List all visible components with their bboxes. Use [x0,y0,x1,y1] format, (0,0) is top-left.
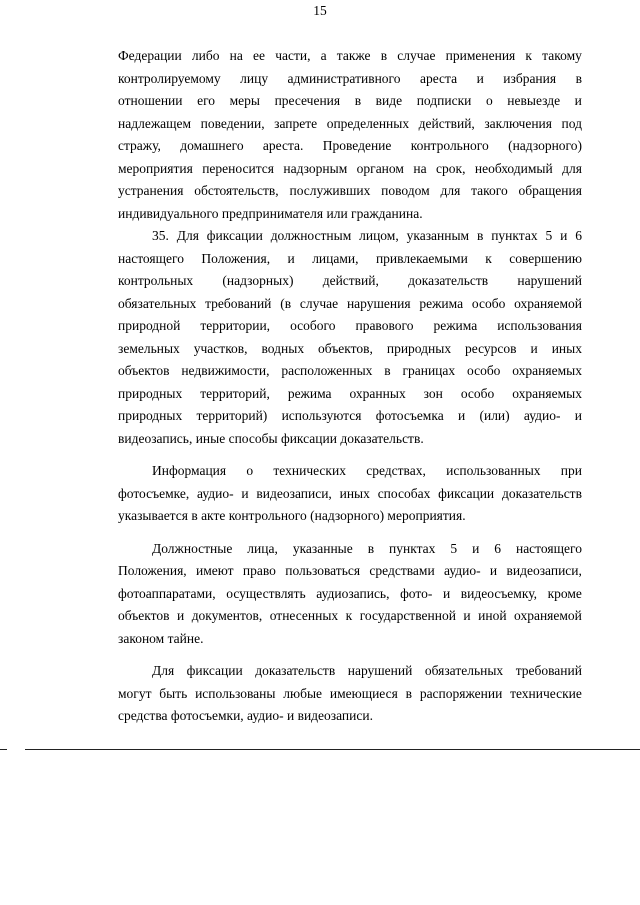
word: заключения [484,115,552,131]
text-line [118,158,582,181]
word: Информация [152,463,227,478]
word: фотоаппаратами, [118,585,216,601]
word: случае [397,48,436,63]
word: 6 [494,540,502,556]
word: особого [290,318,336,333]
word: лицом, [359,228,399,243]
text-line [118,225,582,248]
text-line [118,628,582,651]
word: надлежащем [118,115,192,131]
document-body [118,45,582,728]
word: особо [471,295,506,311]
word: и [472,540,480,556]
word: стражу, [118,138,161,153]
word: поводом [381,183,430,198]
word: и [489,563,498,578]
word: и [574,408,582,423]
line-text: средства фотосъемки, аудио- и видеозаписи. [118,708,373,723]
text-line [118,660,582,683]
word: объектов [118,608,170,623]
word: использования [497,318,582,333]
word: срок, [436,160,466,176]
word: избрания [503,70,557,86]
word: имеющиеся [329,685,398,701]
word: правового [355,318,414,333]
word: в [476,228,484,243]
word: для [562,160,582,176]
word: лицу [240,70,269,86]
text-line [118,293,582,316]
word: о [485,93,493,108]
word: видеозаписи, [506,563,582,578]
word: (в [280,295,292,311]
word: также [336,48,371,63]
word: виде [375,93,403,108]
word: пресечения [274,93,341,108]
paragraph-evidence-means [118,660,582,728]
word: переносится [202,160,274,176]
text-line [118,605,582,628]
word: лица, [247,540,278,556]
word: и [241,485,249,501]
word: контролируемому [118,70,221,86]
word: требований [515,663,582,678]
word: в [575,70,582,86]
word: необходимый [474,160,553,176]
word: обязательных [118,295,197,311]
word: распоряжении [419,685,503,701]
word: и [560,228,568,243]
word: ареста. [262,138,304,153]
paragraph-continuation [118,45,582,225]
text-line [118,90,582,113]
word: охранных [349,385,406,401]
word: (надзорных) [222,273,294,288]
word: действий, [322,273,379,288]
word: и [176,608,185,623]
word: части, [275,48,311,63]
word: органом [356,160,404,176]
word: могут [118,685,152,701]
word: обязательных [424,663,504,678]
word: аудио- [444,563,481,578]
word: режима [433,318,478,333]
word: технические [510,685,582,701]
word: быть [159,685,188,701]
word: доказательств [408,273,489,288]
word: и [463,608,471,623]
word: охраняемой [514,608,582,623]
word: право [242,563,276,578]
word: настоящего [515,540,582,556]
word: либо [191,48,220,63]
word: доказательств [501,485,582,501]
word: к [525,48,532,63]
word: доказательств [255,663,336,678]
word: аудио- [197,485,234,501]
word: природных [118,385,183,401]
word: использованы [195,685,276,701]
word: Федерации [118,48,182,63]
text-line [118,705,582,728]
word: административного [287,70,401,86]
paragraph-technical-means [118,460,582,528]
word: иной [478,608,507,623]
text-line [118,315,582,338]
word: аудио- [523,408,561,423]
word: земельных [118,340,180,356]
word: запрете [274,115,318,131]
word: объектов, [318,340,373,356]
word: такого [471,183,508,198]
word: случае [299,295,339,311]
word: для [440,183,461,198]
word: 5 [545,228,553,243]
word: и [574,93,582,108]
word: Для [152,663,175,678]
word: территории, [200,318,271,333]
word: нарушений [517,273,582,288]
text-line [118,505,582,528]
word: территорий, [200,385,270,401]
word: пунктах [389,540,436,556]
word: территорий) [196,408,268,423]
word: водных [261,340,305,356]
word: отнесенных [269,608,339,623]
word: технических [273,463,346,478]
word: пунктах [491,228,538,243]
word: Положения, [201,250,271,266]
word: невыезде [507,93,561,108]
text-line [118,483,582,506]
text-line [118,180,582,203]
word: границах [402,363,456,378]
word: природных [386,340,452,356]
word: надзорным [283,160,348,176]
text-line [118,45,582,68]
word: кроме [547,585,582,601]
word: охраняемых [512,385,582,401]
text-line [118,135,582,158]
word: Положения, [118,563,187,578]
word: указанным [406,228,470,243]
text-line [118,270,582,293]
word: на [229,48,243,63]
word: фиксации [438,485,495,501]
word: используются [281,408,362,423]
text-line [118,683,582,706]
word: в [384,363,391,378]
word: настоящего [118,250,184,266]
word: фиксации [206,228,263,243]
word: фотосъемка [375,408,444,423]
word: государственной [359,608,456,623]
word: 35. [152,228,169,243]
word: осуществлять [226,585,306,601]
word: контрольных [118,273,194,288]
word: и [476,70,484,86]
word: расположенных [281,363,373,378]
paragraph-35 [118,225,582,450]
word: отношении [118,93,183,108]
word: документов, [191,608,263,623]
word: определенных [326,115,410,131]
word: нарушений [347,663,413,678]
word: к [345,608,353,623]
word: к [485,250,492,266]
word: фиксации [186,663,243,678]
word: ресурсов [465,340,517,356]
word: охраняемых [512,363,582,378]
word: послуживших [289,183,371,198]
horizontal-rule [0,749,640,750]
word: природной [118,318,181,333]
rule-gap [7,747,25,752]
word: участков, [193,340,248,356]
word: в [354,93,362,108]
word: нарушения [346,295,411,311]
word: применения [445,48,516,63]
word: контрольного [410,138,489,153]
word: и [442,585,451,601]
word: а [320,48,327,63]
word: охраняемой [514,295,582,311]
word: обращения [518,183,582,198]
word: его [197,93,216,108]
word: видеосъемку, [460,585,537,601]
text-line [118,583,582,606]
text-line [118,360,582,383]
word: в [380,48,388,63]
text-line [118,68,582,91]
word: режима [419,295,464,311]
word: должностным [270,228,352,243]
word: Должностные [152,540,233,556]
word: в [367,540,375,556]
text-line [118,113,582,136]
text-line [118,383,582,406]
text-line [118,248,582,271]
word: особо [460,385,495,401]
word: указанные [292,540,353,556]
word: средствами [369,563,435,578]
text-line [118,460,582,483]
word: фото- [400,585,433,601]
word: видеозаписи, [256,485,332,501]
page-number: 15 [313,3,327,18]
word: средствах, [366,463,426,478]
word: поведении, [200,115,265,131]
word: привлекаемыми [375,250,468,266]
word: природных [118,408,183,423]
word: обстоятельств, [194,183,279,198]
word: лицами, [312,250,359,266]
word: подписки [416,93,472,108]
word: (или) [479,408,510,423]
word: (надзорного) [508,138,582,153]
text-line [118,338,582,361]
line-text: указывается в акте контрольного (надзорного) мероприятия. [118,508,466,523]
word: устранения [118,183,184,198]
word: в [405,685,413,701]
word: использованных [446,463,541,478]
word: под [561,115,582,131]
word: любые [283,685,323,701]
text-line [118,560,582,583]
word: 5 [450,540,458,556]
word: способах [377,485,431,501]
word: при [560,463,582,478]
word: о [246,463,254,478]
word: 6 [575,228,582,243]
word: такому [542,48,582,63]
word: пользоваться [285,563,361,578]
paragraph-officials-rights [118,538,582,651]
line-text: видеозапись, иные способы фиксации доказательств. [118,430,424,446]
word: на [413,160,427,176]
word: иных [551,340,582,356]
word: объектов [118,363,170,378]
word: требований [205,295,272,311]
line-text: законом тайне. [118,630,204,646]
word: ее [253,48,266,63]
word: недвижимости, [181,363,270,378]
word: и [530,340,538,356]
word: фотосъемке, [118,485,190,501]
word: мероприятия [118,160,193,176]
text-line [118,203,582,226]
text-line [118,405,582,428]
word: действий, [418,115,475,131]
word: меры [229,93,260,108]
word: Для [176,228,199,243]
text-line [118,428,582,451]
word: зон [423,385,443,401]
word: иных [339,485,370,501]
line-text: индивидуального предпринимателя или гражданина. [118,205,423,221]
word: Проведение [322,138,392,153]
word: и [287,250,295,266]
word: особо [466,363,501,378]
word: совершению [509,250,582,266]
word: домашнего [180,138,244,153]
word: имеют [196,563,234,578]
word: и [457,408,466,423]
text-line [118,538,582,561]
word: режима [287,385,332,401]
word: аудиозапись, [316,585,390,601]
word: ареста [419,70,458,86]
